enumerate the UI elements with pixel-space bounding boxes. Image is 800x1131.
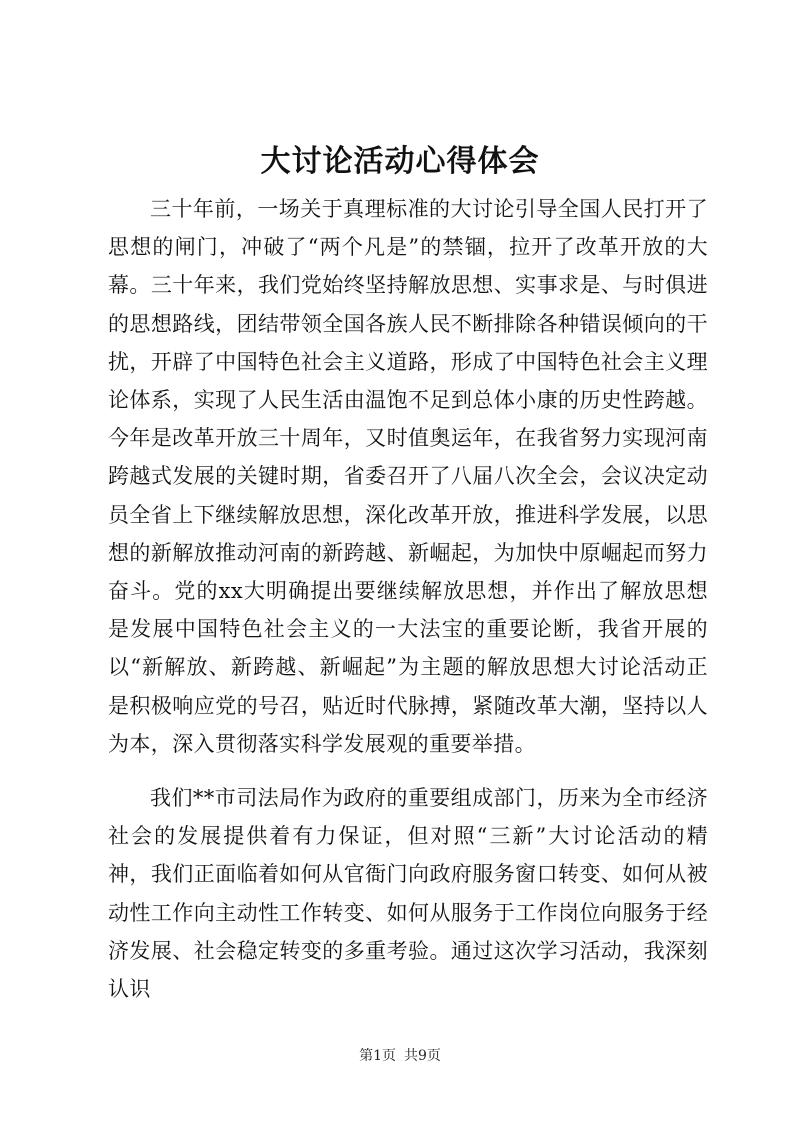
paragraph-2: 我们**市司法局作为政府的重要组成部门，历来为全市经济社会的发展提供着有力保证，但对照“三新”大讨论活动的精神，我们正面临着如何从官衙门向政府服务窗口转变、如何从被动性工作向主动性工作转变、如何从服务于工作岗位向服务于经济发展、社会稳定转变的多重考验。通过这次学习活动，我深刻认识 [108,786,708,1002]
page-number: 第1页 [359,1048,396,1064]
document-title: 大讨论活动心得体会 [260,144,540,179]
document-body [108,190,708,1008]
page-total: 共9页 [404,1048,441,1064]
page-footer [0,1046,800,1066]
paragraph-1: 三十年前，一场关于真理标准的大讨论引导全国人民打开了思想的闸门，冲破了“两个凡是”的禁锢，拉开了改革开放的大幕。三十年来，我们党始终坚持解放思想、实事求是、与时俱进的思想路线，团结带领全国各族人民不断排除各种错误倾向的干扰，开辟了中国特色社会主义道路，形成了中国特色社会主义理论体系，实现了人民生活由温饱不足到总体小康的历史性跨越。今年是改革开放三十周年，又时值奥运年，在我省努力实现河南跨越式发展的关键时期，省委召开了八届八次全会，会议决定动员全省上下继续解放思想，深化改革开放，推进科学发展，以思想的新解放推动河南的新跨越、新崛起，为加快中原崛起而努力奋斗。党的xx大明确提出要继续解放思想，并作出了解放思想是发展中国特色社会主义的一大法宝的重要论断，我省开展的以“新解放、新跨越、新崛起”为主题的解放思想大讨论活动正是积极响应党的号召，贴近时代脉搏，紧随改革大潮，坚持以人为本，深入贯彻落实科学发展观的重要举措。 [108,197,708,756]
